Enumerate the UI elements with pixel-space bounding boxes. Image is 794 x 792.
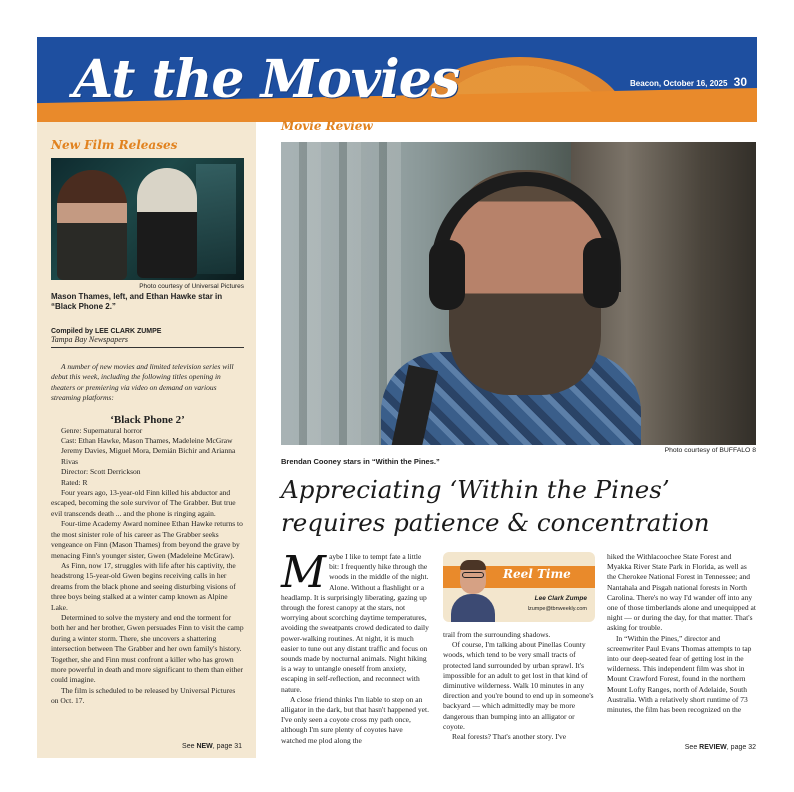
columnist-email: lzumpe@tbnweekly.com: [527, 606, 587, 612]
headphone-cup-left: [429, 240, 465, 310]
article-lead-paragraph: [281, 547, 429, 695]
article-paragraph: hiked the Withlacoochee State Forest and Myakka River State Park in Florida, as well as the Cherokee National Forest in Tennessee; and Nantahala and Pisgah national forests in North Carolina. There's no way I'd wander off into any one of those timberlands alone and unequipped at night — or during the day, for that matter. That's asking for trouble.: [607, 552, 756, 633]
jump-suffix: , page 31: [212, 743, 242, 750]
article-paragraph: trail from the surrounding shadows.: [443, 630, 551, 639]
jump-prefix: See: [182, 743, 197, 750]
photo-figure-masked: [137, 168, 197, 278]
film-rating: Rated: R: [61, 477, 88, 487]
sidebar-paragraph: Four-time Academy Award nominee Ethan Hawke returns to the most sinister role of his career as The Grabber seeks vengeance on Finn (Mason Thames) from beyond the grave by menacing Finn's younger sister, Gwen (Madeleine McGraw).: [51, 519, 243, 560]
compiled-by: Compiled by LEE CLARK ZUMPE: [51, 328, 162, 335]
compiled-org: Tampa Bay Newspapers: [51, 335, 244, 348]
dateline-text: Beacon, October 16, 2025: [630, 79, 728, 88]
article-paragraph: Real forests? That's another story. I've: [452, 732, 567, 742]
lead-text: aybe I like to tempt fate a little bit: I frequently hike through the woods in the middle of the night. Alone. Without a flashlight or a headlamp. It is surprisingly liberating, gazing up through the forest canopy at the stars, not worrying about scorching daytime temperatures, avoiding the sweatpants crowd dedicated to daily power-walking routines. At night, it is much easier to tune out any distant traffic and focus on sounds made by nocturnal animals. Night hiking is a way to untangle oneself from anxiety, escaping in self-reflection, and reconnect with nature.: [281, 552, 429, 694]
reel-time-column-badge: [443, 552, 595, 622]
jump-keyword: NEW: [196, 743, 213, 750]
columnist-name: Lee Clark Zumpe: [534, 595, 587, 602]
film-director: Director: Scott Derrickson: [61, 467, 141, 477]
jump-suffix: , page 32: [726, 744, 756, 751]
sidebar-paragraph: Four years ago, 13-year-old Finn killed his abductor and escaped, becoming the sole survivor of The Grabber. But true evil transcends death ... and the phone is ringing again.: [51, 488, 236, 518]
review-section-heading: Movie Review: [281, 119, 373, 133]
article-paragraph: A close friend thinks I'm liable to step on an alligator in the dark, but that hasn't happened yet. I've only seen a coyote cross my path once, although I'm sure plenty of coyotes have watched me plod along the: [281, 694, 429, 745]
new-releases-sidebar: [37, 122, 256, 758]
see-new-jump: [182, 743, 242, 750]
author-headshot: [451, 558, 495, 622]
headphone-cup-right: [583, 238, 619, 308]
film-genre: Genre: Supernatural horror: [61, 425, 143, 435]
see-review-jump: [685, 744, 756, 751]
article-paragraph: Of course, I'm talking about Pinellas County woods, which tend to be very small tracts of protected land surrounded by urban sprawl. It's impossible for an adult to get lost in that kind of diminutive wilderness. Walk 10 minutes in any direction and you're bound to end up in someone's backyard — which admittedly may be more dangerous than bumping into an alligator or coyote.: [443, 640, 594, 731]
masthead-banner: [37, 37, 757, 122]
article-column-2: [443, 552, 595, 742]
sidebar-paragraph: As Finn, now 17, struggles with life after his captivity, the headstrong 15-year-old Gwen begins receiving calls in her dreams from the black phone and seeing disturbing visions of three boys being stalked at a winter camp known as Alpine Lake.: [51, 560, 236, 612]
sidebar-paragraph: Determined to solve the mystery and end the torment for both her and her brother, Gwen persuades Finn to visit the camp during a winter storm. There, she uncovers a shattering intersection between The Grabber and her own family's history. Together, she and Finn must confront a killer who has grown more powerful in death and more significant to them than either could imagine.: [51, 612, 244, 685]
dateline: [630, 75, 747, 89]
article-column-3: [607, 552, 757, 715]
reel-time-label: Reel Time: [503, 567, 571, 581]
review-headline: Appreciating ‘Within the Pines’ requires patience & concentration: [281, 475, 710, 537]
page-number: 30: [733, 75, 747, 89]
sidebar-intro: A number of new movies and limited television series will debut this week, including the following titles opening in theaters or premiering via video on demand on various streaming platforms:: [51, 362, 234, 403]
sidebar-heading: New Film Releases: [51, 138, 178, 152]
article-column-1: [281, 547, 429, 746]
black-phone-2-photo: [51, 158, 244, 280]
drop-cap: M: [281, 547, 327, 598]
photo-background-door: [196, 164, 236, 274]
main-photo-caption: Brendan Cooney stars in “Within the Pines.”: [281, 457, 440, 466]
headshot-hair: [460, 560, 486, 570]
sidebar-photo-caption: Mason Thames, left, and Ethan Hawke star in “Black Phone 2.”: [51, 292, 223, 311]
within-the-pines-photo: [281, 142, 756, 445]
film-cast: Cast: Ethan Hawke, Mason Thames, Madeleine McGraw Jeremy Davies, Miguel Mora, Demián Bichir and Arianna Rivas: [61, 436, 236, 466]
main-photo-credit: Photo courtesy of BUFFALO 8: [664, 447, 756, 454]
jump-keyword: REVIEW: [699, 744, 727, 751]
photo-figure-boy: [57, 170, 127, 280]
glasses-icon: [462, 572, 484, 578]
headshot-shirt: [451, 594, 495, 622]
sidebar-paragraph: The film is scheduled to be released by Universal Pictures on Oct. 17.: [51, 685, 236, 706]
sidebar-photo-credit: Photo courtesy of Universal Pictures: [139, 283, 244, 290]
film-title: ‘Black Phone 2’: [110, 413, 185, 426]
section-title: At the Movies: [73, 49, 460, 110]
article-paragraph: In “Within the Pines,” director and screenwriter Paul Evans Thomas attempts to tap into our deep-seated fear of getting lost in the wilderness. This independent film was shot in Mount Crawford Forest, found in the northern Mount Lofty Ranges, north of Adelaide, South Australia. With a relatively short runtime of 73 minutes, the film has been recognized on the: [607, 633, 752, 715]
jump-prefix: See: [684, 744, 700, 751]
